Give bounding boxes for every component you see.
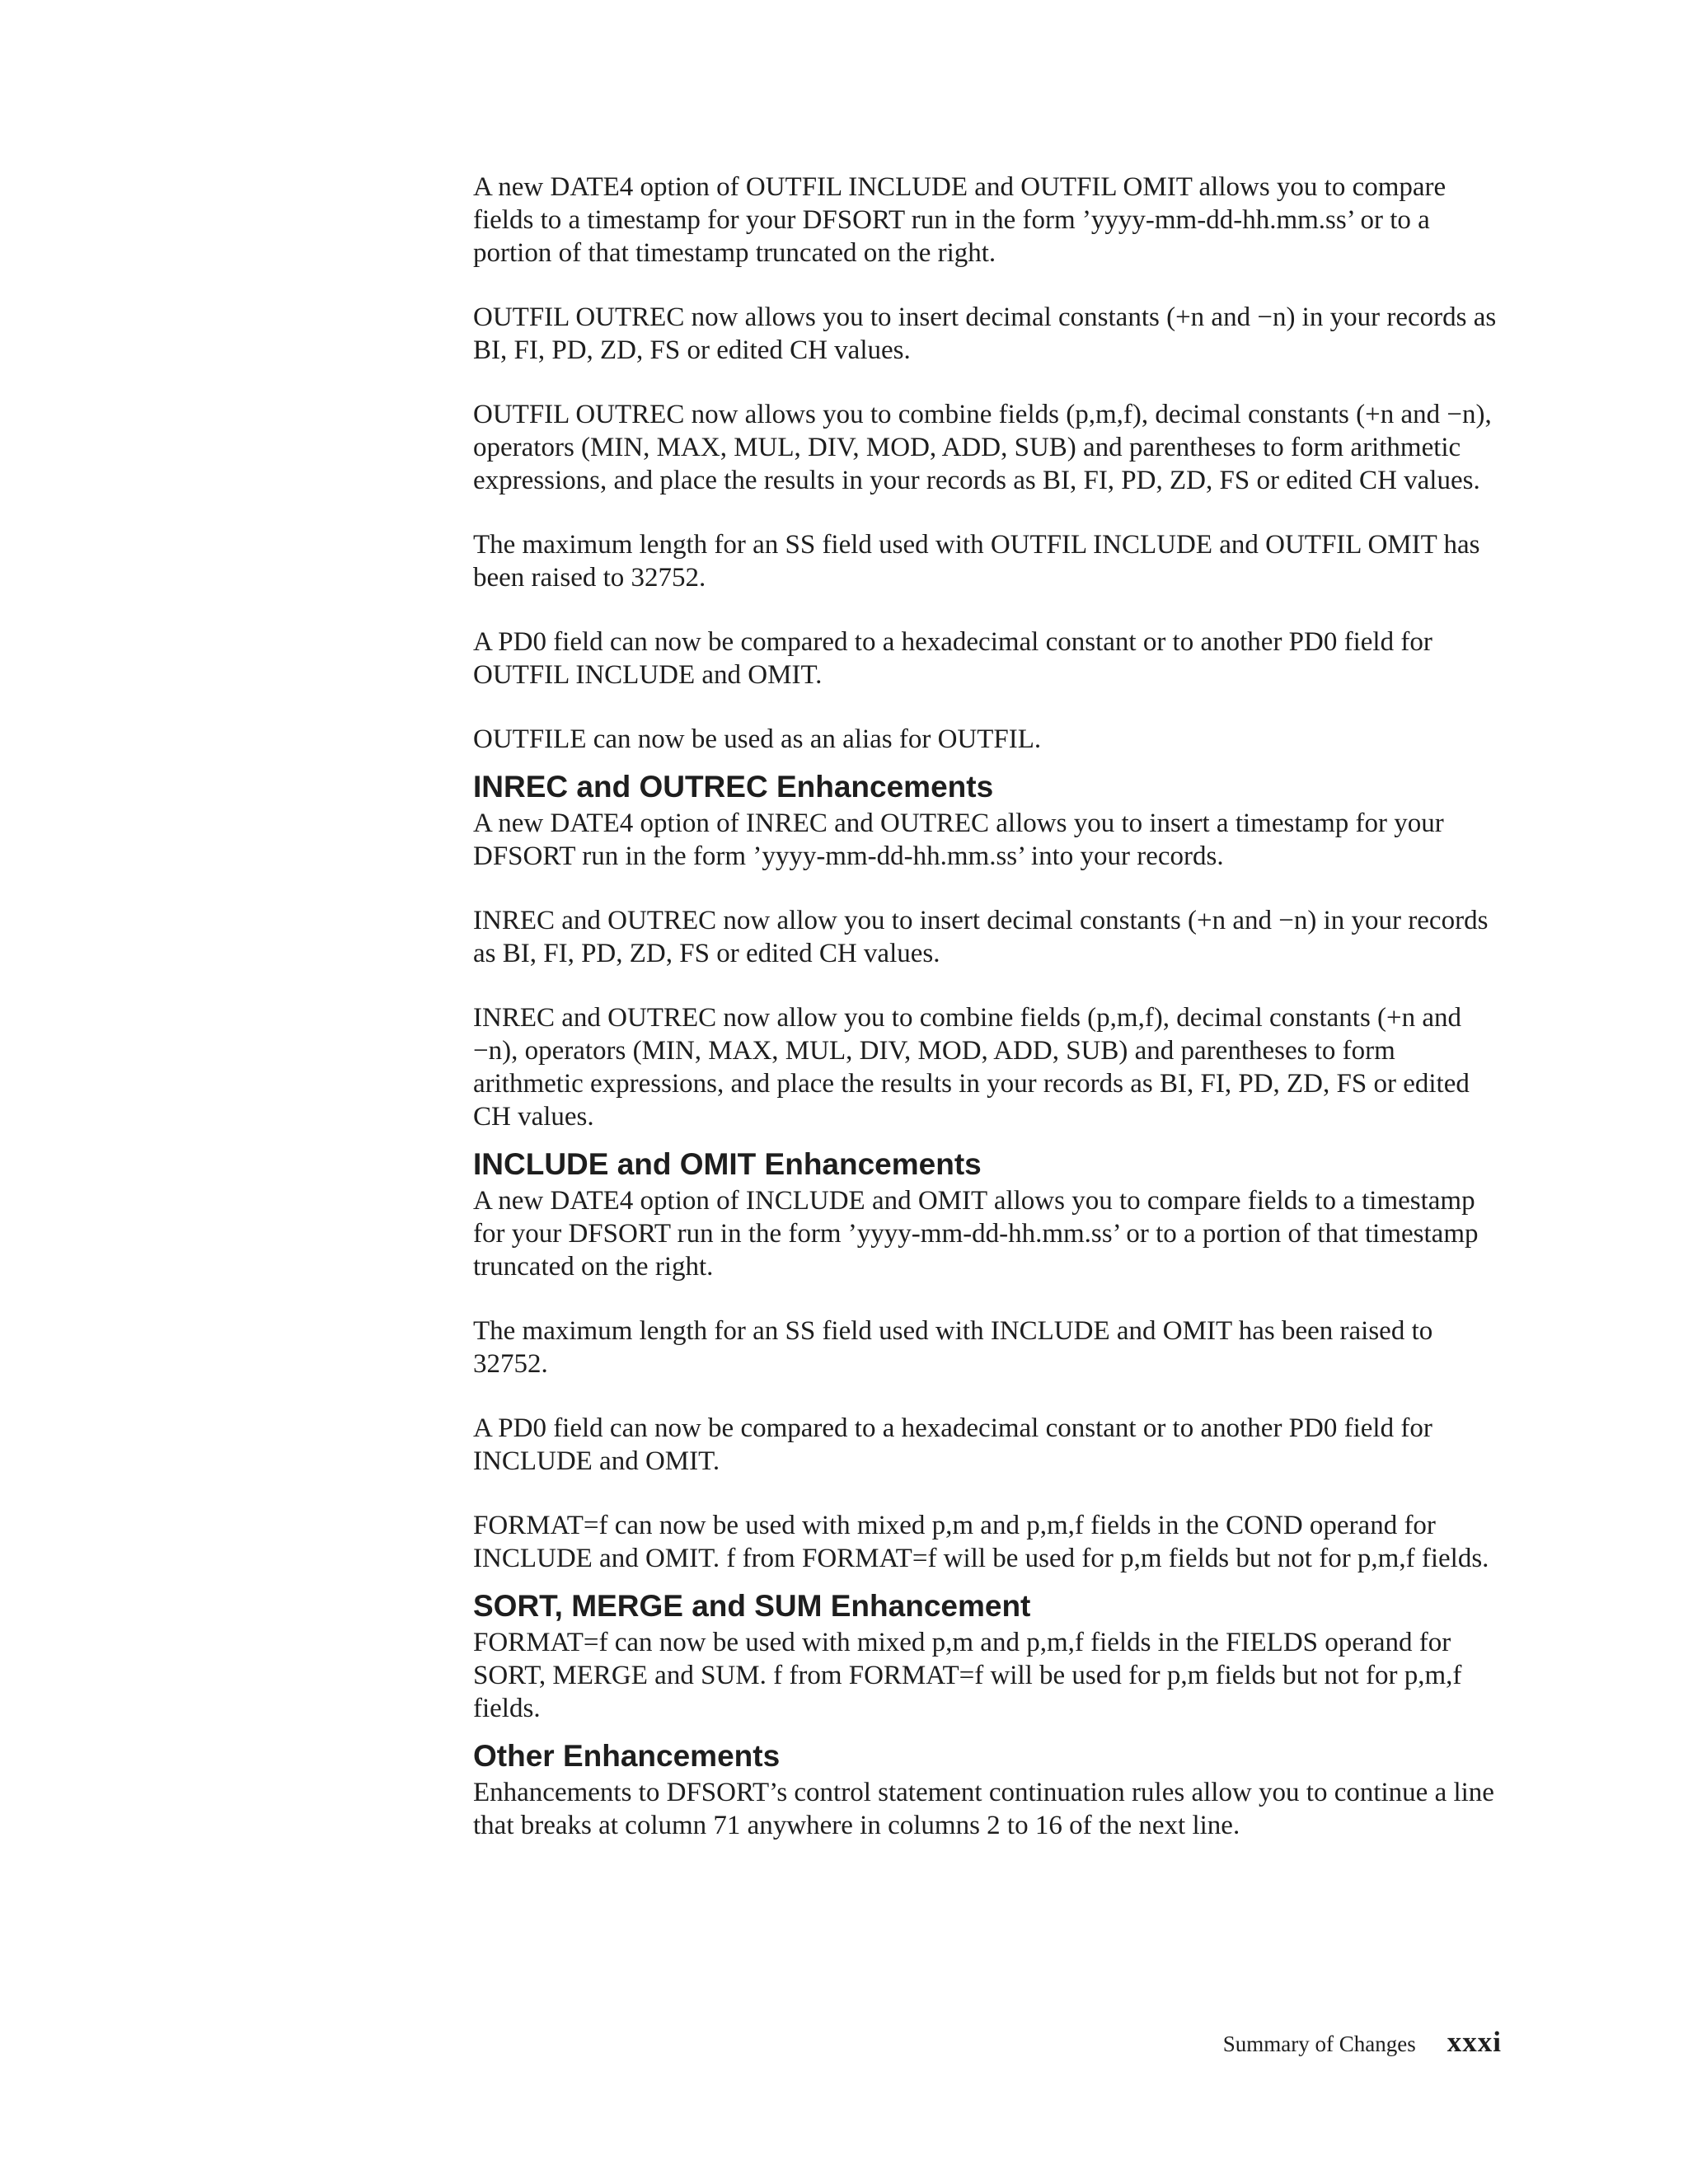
paragraph: A new DATE4 option of INREC and OUTREC allows you to insert a timestamp for your DFSORT run in the form ’yyyy-mm-dd-hh.mm.ss’ into your records.	[473, 808, 1444, 871]
paragraph: A new DATE4 option of OUTFIL INCLUDE and OUTFIL OMIT allows you to compare fields to a timestamp for your DFSORT run in the form ’yyyy-mm-dd-hh.mm.ss’ or to a portion of that timestamp truncated on the right.	[473, 172, 1447, 268]
paragraph: FORMAT=f can now be used with mixed p,m and p,m,f fields in the FIELDS operand for SORT, MERGE and SUM. f from FORMAT=f will be used for p,m fields but not for p,m,f fields.	[473, 1628, 1462, 1723]
section	[473, 1738, 1512, 1842]
paragraph: INREC and OUTREC now allow you to insert decimal constants (+n and −n) in your records as BI, FI, PD, ZD, FS or edited CH values.	[473, 906, 1489, 968]
section-heading: Other Enhancements	[473, 1739, 781, 1773]
paragraph: A PD0 field can now be compared to a hexadecimal constant or to another PD0 field for OUTFIL INCLUDE and OMIT.	[473, 627, 1432, 690]
footer-label: Summary of Changes	[1222, 2032, 1416, 2056]
section	[473, 1588, 1512, 1725]
paragraph: The maximum length for an SS field used with OUTFIL INCLUDE and OUTFIL OMIT has been raised to 32752.	[473, 530, 1480, 593]
section-heading: INREC and OUTREC Enhancements	[473, 770, 994, 804]
paragraph: OUTFILE can now be used as an alias for OUTFIL.	[473, 724, 1042, 754]
page-number: xxxi	[1447, 2026, 1502, 2058]
paragraph: The maximum length for an SS field used with INCLUDE and OMIT has been raised to 32752.	[473, 1316, 1433, 1379]
paragraph: OUTFIL OUTREC now allows you to combine fields (p,m,f), decimal constants (+n and −n), operators (MIN, MAX, MUL, DIV, MOD, ADD, SUB) and parentheses to form arithmetic expressions, and place the results in your records as BI, FI, PD, ZD, FS or edited CH values.	[473, 400, 1492, 495]
section	[473, 1146, 1512, 1575]
paragraph: INREC and OUTREC now allow you to combine fields (p,m,f), decimal constants (+n and −n), operators (MIN, MAX, MUL, DIV, MOD, ADD, SUB) and parentheses to form arithmetic expressions, and place the results in your records as BI, FI, PD, ZD, FS or edited CH values.	[473, 1003, 1470, 1132]
paragraph: A new DATE4 option of INCLUDE and OMIT allows you to compare fields to a timestamp for your DFSORT run in the form ’yyyy-mm-dd-hh.mm.ss’ or to a portion of that timestamp truncated on the right.	[473, 1186, 1479, 1282]
paragraph: A PD0 field can now be compared to a hexadecimal constant or to another PD0 field for INCLUDE and OMIT.	[473, 1413, 1432, 1476]
paragraph: OUTFIL OUTREC now allows you to insert decimal constants (+n and −n) in your records as BI, FI, PD, ZD, FS or edited CH values.	[473, 302, 1497, 365]
page-footer	[1223, 2026, 1502, 2059]
paragraph: Enhancements to DFSORT’s control statement continuation rules allow you to continue a line that breaks at column 71 anywhere in columns 2 to 16 of the next line.	[473, 1778, 1494, 1840]
section	[473, 171, 1512, 756]
page-content	[473, 171, 1512, 1873]
section	[473, 769, 1512, 1133]
section-heading: INCLUDE and OMIT Enhancements	[473, 1147, 982, 1181]
paragraph: FORMAT=f can now be used with mixed p,m and p,m,f fields in the COND operand for INCLUDE and OMIT. f from FORMAT=f will be used for p,m fields but not for p,m,f fields.	[473, 1511, 1489, 1573]
section-heading: SORT, MERGE and SUM Enhancement	[473, 1589, 1031, 1623]
